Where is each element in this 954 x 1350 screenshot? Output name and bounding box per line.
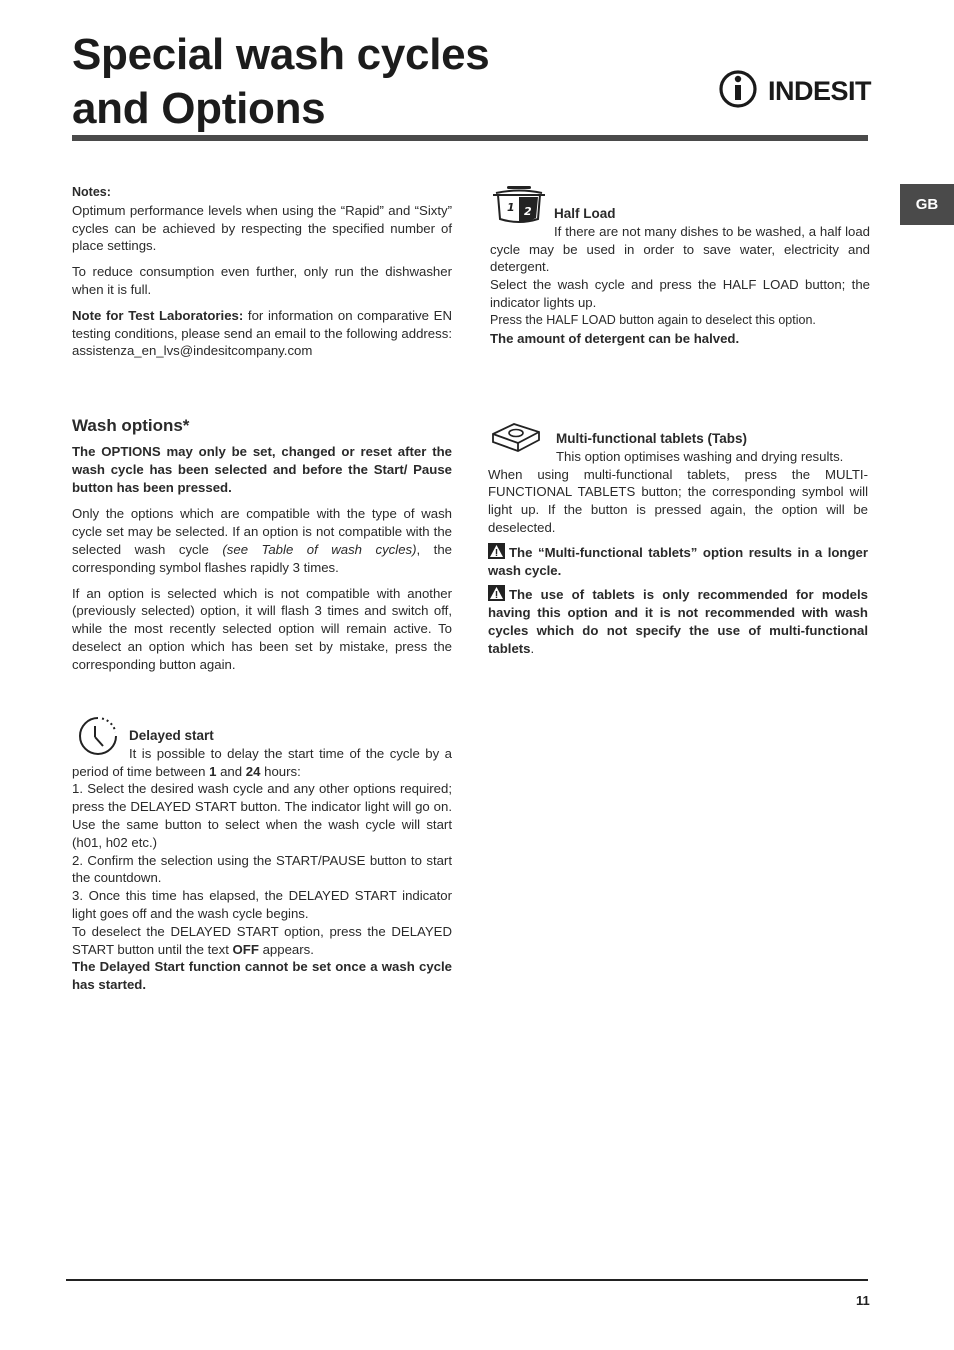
half-load-icon-num2: 2 [524,205,532,218]
tabs-paragraph-1: This option optimises washing and drying results. [556,448,844,464]
title-line-1: Special wash cycles [72,30,490,79]
page-number: 11 [856,1293,870,1308]
notes-paragraph-3 [72,307,452,360]
notes-paragraph-2: To reduce consumption even further, only run the dishwasher when it is full. [72,264,452,297]
notes-heading: Notes: [72,185,111,199]
delayed-start-step-1: 1. Select the desired wash cycle and any other options required; press the DELAYED START button. The indicator light will go on. Use the same button to select when the wash cycle will start (h01, h02 etc.) [72,781,452,850]
delayed-start-heading: Delayed start [129,728,214,743]
notes-paragraph-1: Optimum performance levels when using the “Rapid” and “Sixty” cycles can be achieved by respecting the specified number of place settings. [72,202,452,254]
test-lab-text: for information on comparative EN testing conditions, please send an email to the following address: assistenza_en_lvs@indesitcompany.com [72,307,452,359]
title-line-2: and Options [72,84,326,133]
delayed-start-step-3: 3. Once this time has elapsed, the DELAYED START indicator light goes off and the wash cycle begins. [72,888,452,921]
warning-icon [488,543,505,559]
delayed-start-section [72,727,452,994]
half-load-heading: Half Load [554,206,616,221]
footer-divider [66,1279,868,1281]
header-divider [72,135,868,141]
wash-options-paragraph-2: If an option is selected which is not compatible with another (previously selected) option, it will flash 3 times and switch off, while the most recently selected option will remain active. To deselect an option which has been set by mistake, press the corresponding button again. [72,585,452,672]
wash-options-section [72,415,452,674]
test-lab-label: Note for Test Laboratories: [72,307,244,323]
warning-icon [488,585,505,601]
table-reference: (see Table of wash cycles) [222,541,417,557]
half-load-detergent-note: The amount of detergent can be halved. [490,330,740,346]
delayed-start-paragraph-1: It is possible to delay the start time of the cycle by a period of time between 1 and 24 hours: [72,745,452,779]
wash-options-intro: The OPTIONS may only be set, changed or reset after the wash cycle has been selected and before the Start/ Pause button has been pressed. [72,444,452,495]
tabs-section [488,430,868,658]
delayed-start-step-2: 2. Confirm the selection using the START/PAUSE button to start the countdown. [72,852,452,886]
half-load-paragraph-1: If there are not many dishes to be washed, a half load cycle may be used in order to save water, electricity and detergent. [490,223,870,275]
tabs-warning-1: The “Multi-functional tablets” option results in a longer wash cycle. [488,544,868,578]
notes-section [72,184,452,360]
tabs-warning-2: The use of tablets is only recommended for models having this option and it is not recommended with wash cycles which do not specify the use of multi-functional tablets. [488,587,868,656]
delayed-start-deselect: To deselect the DELAYED START option, press the DELAYED START button until the text OFF appears. [72,923,452,957]
delayed-start-note: The Delayed Start function cannot be set once a wash cycle has started. [72,959,452,993]
half-load-paragraph-3: Press the HALF LOAD button again to deselect this option. [490,312,816,327]
tabs-paragraph-2: When using multi-functional tablets, press the MULTI-FUNCTIONAL TABLETS button; the corresponding symbol will light up. If the button is pressed again, the option will be deselected. [488,466,868,535]
wash-options-heading: Wash options* [72,416,190,435]
half-load-section [490,205,870,347]
wash-options-paragraph-1: Only the options which are compatible with the type of wash cycle set may be selected. If an option is not compatible with the selected wash cycle (see Table of wash cycles), the corresponding symbol flashes rapidly 3 times. [72,506,452,575]
tabs-heading: Multi-functional tablets (Tabs) [556,431,747,446]
half-load-icon-num1: 1 [507,201,515,214]
half-load-paragraph-2: Select the wash cycle and press the HALF LOAD button; the indicator lights up. [490,277,870,310]
page-title [72,28,489,136]
brand-wordmark: INDESIT [768,76,872,106]
language-tab: GB [900,184,954,225]
